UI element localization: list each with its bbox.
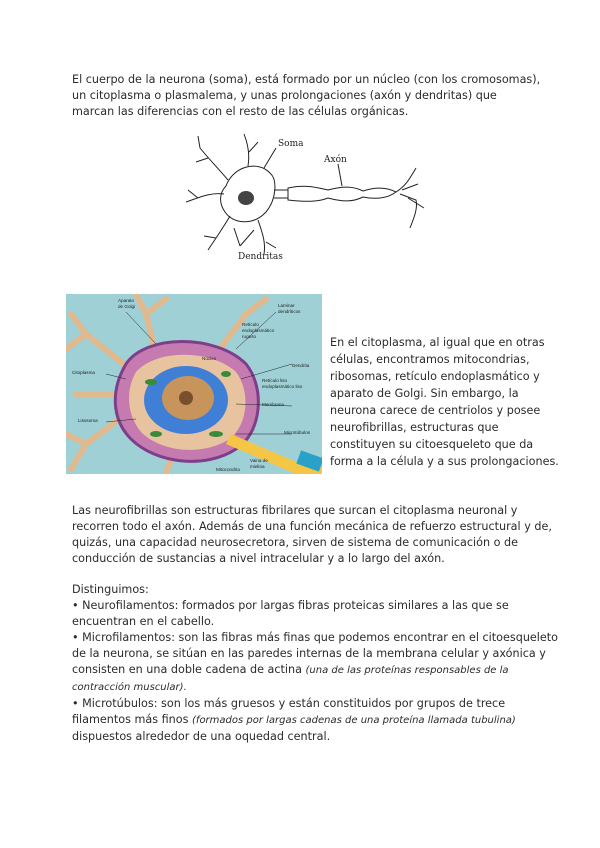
label-reticulo-2: endoplasmático — [242, 328, 275, 333]
myelin — [288, 186, 396, 201]
intro-paragraph: El cuerpo de la neurona (soma), está formado por un núcleo (con los cromosomas), un citoplasma o plasmalema, y unas prolongaciones (axón y dendritas) que marcan las diferencias con el resto de las células orgánicas. — [72, 73, 541, 118]
side-paragraph: En el citoplasma, al igual que en otras células, encontramos mitocondrias, ribosomas, retículo endoplasmático y aparato de Golgi. Sin embargo, la neurona carece de centriolos y posee neurofibrillas, estructuras que constituyen su citoesqueleto que da forma a la célula y a sus prolongaciones. — [330, 336, 559, 468]
list-item-text: • Microtúbulos: son los más gruesos y están constituidos por grupos de trece filamentos más finos — [72, 697, 506, 726]
label-vaina: Vaina de — [250, 458, 268, 463]
label-liso: Retículo liso — [262, 378, 288, 383]
label-soma: Soma — [278, 139, 304, 149]
distinguimos-section — [72, 582, 562, 745]
label-axon: Axón — [324, 155, 347, 165]
list-item-microfilamentos — [72, 630, 562, 696]
list-item-note: (formados por largas cadenas de una proteína llamada tubulina) — [192, 715, 516, 726]
dendrite — [204, 216, 230, 250]
label-microtubulo: Microtúbulos — [284, 430, 311, 435]
list-item-tail: dispuestos alrededor de una oquedad central. — [72, 730, 331, 743]
label-pores-2: dendríticos — [278, 309, 301, 314]
label-golgi: Aparato — [118, 298, 135, 303]
list-item-note: (una de las proteínas responsables de la contracción muscular). — [72, 665, 509, 693]
label-pores: Laminar — [278, 303, 295, 308]
list-item-microtubulos — [72, 696, 562, 745]
label-golgi-2: de Golgi — [118, 304, 136, 309]
label-reticulo: Retículo — [242, 322, 259, 327]
dendrite — [244, 134, 258, 166]
label-vaina-2: mielina — [250, 464, 265, 469]
axon-line — [274, 190, 288, 198]
label-dendrita: Dendrita — [292, 363, 310, 368]
axon-terminal — [396, 168, 424, 228]
label-mitocondria: Mitocondria — [216, 467, 240, 472]
label-liso-2: endoplasmático liso — [262, 384, 303, 389]
label-dendrites: Dendritas — [238, 252, 283, 262]
label-membrana: Membrana — [262, 402, 284, 407]
dendrite — [186, 190, 224, 202]
list-item-text: • Neurofilamentos: formados por largas fibras proteicas similares a las que se encuentran en el cabello. — [72, 599, 509, 628]
list-item-text: • Microfilamentos: son las fibras más finas que podemos encontrar en el citoesqueleto de la neurona, se sitúan en las paredes internas de la membrana celular y axónica y consisten en una doble cadena de actina — [72, 631, 559, 676]
label-citoplasma: Citoplasma — [72, 370, 95, 375]
dendrite — [196, 136, 228, 180]
neuron-organelles-illustration — [66, 294, 322, 474]
nucleus — [238, 191, 254, 205]
neurofibrillas-paragraph: Las neurofibrillas son estructuras fibrilares que surcan el citoplasma neuronal y recorren todo el axón. Además de una función mecánica de refuerzo estructural y de, quizás, una capacidad neurosecretora, sirven de sistema de comunicación o de conducción de sustancias a nivel intracelular y a lo largo del axón. — [72, 504, 552, 565]
label-lisosoma: Lisosoma — [78, 418, 98, 423]
nucleolus — [179, 391, 193, 405]
label-reticulo-3: rugoso — [242, 334, 257, 339]
list-item-neurofilamentos — [72, 598, 562, 630]
neuron-line-diagram — [178, 128, 428, 263]
dendrite — [258, 220, 276, 254]
label-nucleolo: Núcleo — [202, 356, 217, 361]
list-heading: Distinguimos: — [72, 583, 149, 596]
